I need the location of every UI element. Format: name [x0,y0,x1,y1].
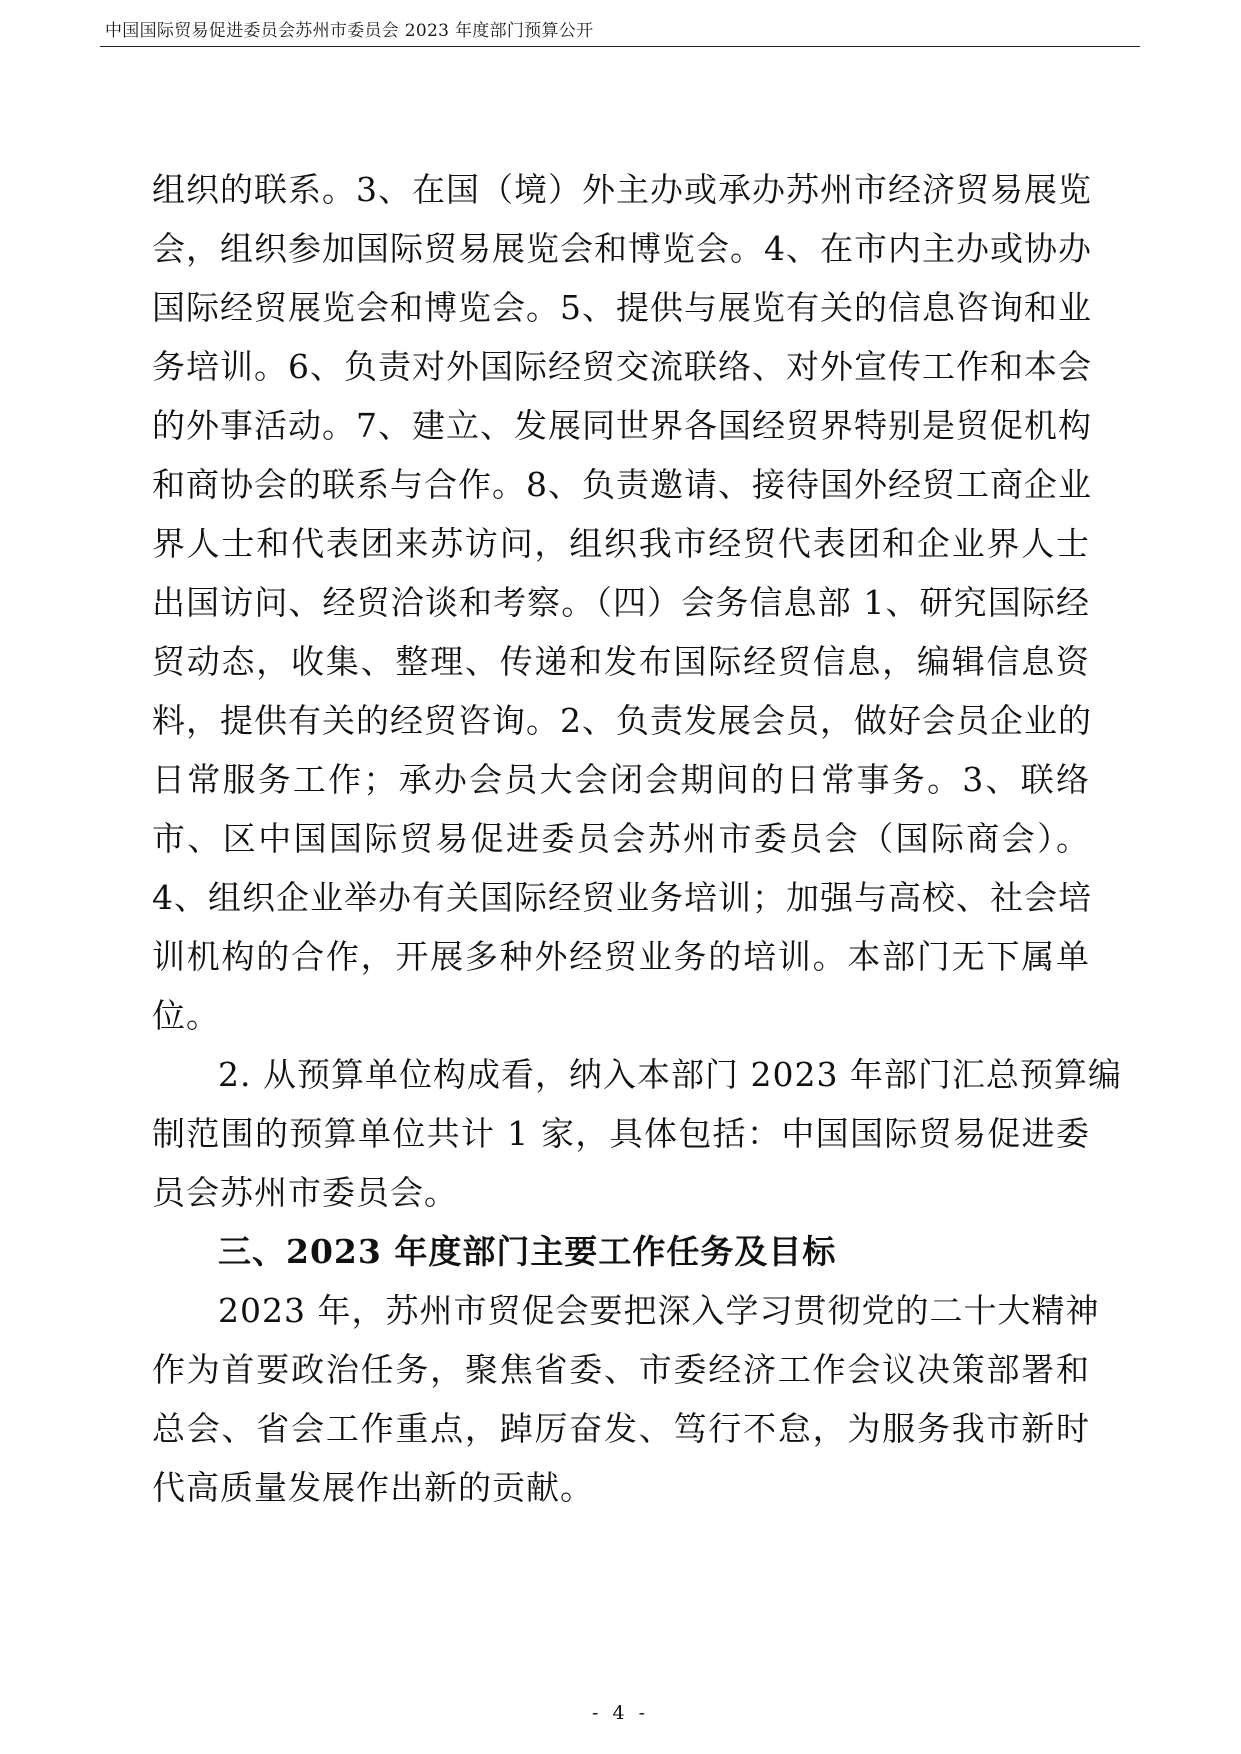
paragraph-budget-units [152,1045,1122,1222]
text-line: 位。 [152,996,220,1035]
text-line: 训机构的合作，开展多种外经贸业务的培训。本部门无下属单 [152,937,1090,976]
text-line: 界人士和代表团来苏访问，组织我市经贸代表团和企业界人士 [152,524,1090,563]
text-line: 贸动态，收集、整理、传递和发布国际经贸信息，编辑信息资 [152,642,1090,681]
text-line: 的外事活动。7、建立、发展同世界各国经贸界特别是贸促机构 [152,406,1092,445]
text-line: 2. 从预算单位构成看，纳入本部门 2023 年部门汇总预算编 [218,1055,1122,1094]
text-line: 市、区中国国际贸易促进委员会苏州市委员会（国际商会）。 [152,819,1090,858]
text-line: 和商协会的联系与合作。8、负责邀请、接待国外经贸工商企业 [152,465,1092,504]
text-line: 员会苏州市委员会。 [152,1173,458,1212]
text-line: 出国访问、经贸洽谈和考察。（四）会务信息部 1、研究国际经 [152,583,1090,622]
text-line: 组织的联系。3、在国（境）外主办或承办苏州市经济贸易展览 [152,170,1092,209]
text-line: 制范围的预算单位共计 1 家，具体包括：中国国际贸易促进委 [152,1114,1090,1153]
page-number: - 4 - [591,1702,649,1724]
text-line: 务培训。6、负责对外国际经贸交流联络、对外宣传工作和本会 [152,347,1092,386]
text-line: 4、组织企业举办有关国际经贸业务培训；加强与高校、社会培 [152,878,1092,917]
text-line: 料，提供有关的经贸咨询。2、负责发展会员，做好会员企业的 [152,701,1092,740]
paragraph-duties [152,160,1090,1045]
document-body [152,160,1122,1517]
text-line: 代高质量发展作出新的贡献。 [152,1468,594,1507]
text-line: 2023 年，苏州市贸促会要把深入学习贯彻党的二十大精神 [218,1291,1100,1330]
text-line: 作为首要政治任务，聚焦省委、市委经济工作会议决策部署和 [152,1350,1090,1389]
text-line: 会，组织参加国际贸易展览会和博览会。4、在市内主办或协办 [152,229,1092,268]
text-line: 国际经贸展览会和博览会。5、提供与展览有关的信息咨询和业 [152,288,1092,327]
paragraph-work-tasks [152,1281,1100,1517]
header-divider [100,46,1140,47]
running-header: 中国国际贸易促进委员会苏州市委员会 2023 年度部门预算公开 [105,21,594,41]
text-line: 日常服务工作；承办会员大会闭会期间的日常事务。3、联络 [152,760,1090,799]
text-line: 总会、省会工作重点，踔厉奋发、笃行不怠，为服务我市新时 [152,1409,1090,1448]
section-heading: 三、2023 年度部门主要工作任务及目标 [218,1232,837,1271]
